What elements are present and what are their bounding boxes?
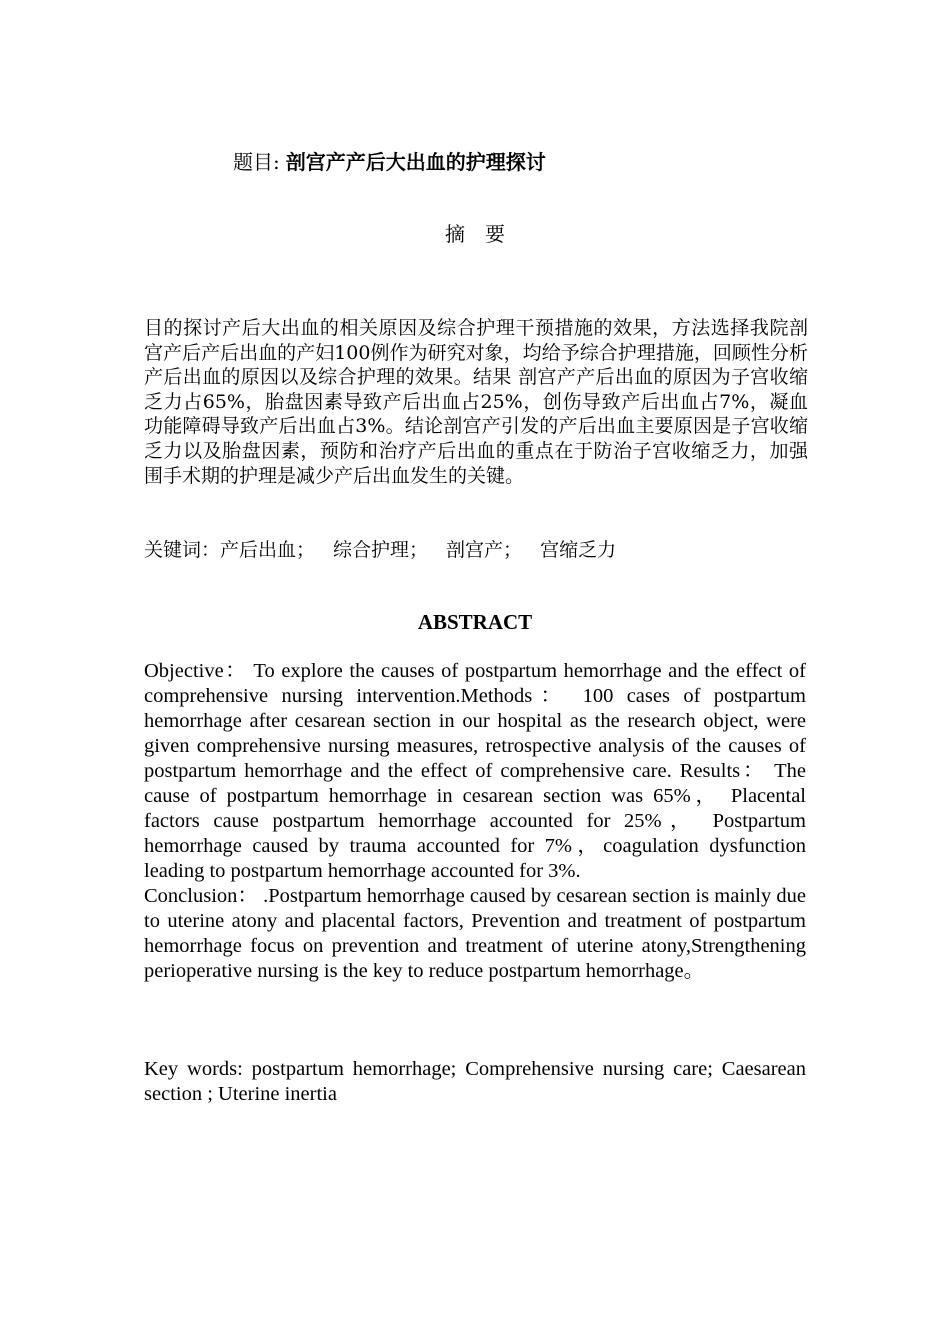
title-label: 题目: [233,150,280,174]
english-abstract-paragraph-conclusion: Conclusion： .Postpartum hemorrhage caused by cesarean section is mainly due to uterine atony and placental factors, Prevention and treatment of postpartum hemorrhage focus on prevention and treatment of uterine atony,Strengthening perioperative nursing is the key to reduce postpartum hemorrhage。 [144,885,806,982]
chinese-abstract-heading: 摘要 [445,222,525,246]
chinese-keyword: 产后出血； [220,539,316,561]
chinese-abstract-body: 目的探讨产后大出血的相关原因及综合护理干预措施的效果，方法选择我院剖宫产后产后出血的产妇100例作为研究对象，均给予综合护理措施，回顾性分析产后出血的原因以及综合护理的效果。结果 剖宫产产后出血的原因为子宫收缩乏力占65%，胎盘因素导致产后出血占25%，创伤导致产后出血占7%，凝血功能障碍导致产后出血占3%。结论剖宫产引发的产后出血主要原因是子宫收缩乏力以及胎盘因素，预防和治疗产后出血的重点在于防治子宫收缩乏力，加强围手术期的护理是减少产后出血发生的关键。 [144,317,808,487]
title-text: 剖宫产产后大出血的护理探讨 [285,150,546,174]
english-abstract-body [144,659,806,984]
english-abstract-heading: ABSTRACT [417,610,533,634]
chinese-keywords-label: 关键词： [144,539,221,561]
english-keywords: Key words: postpartum hemorrhage; Comprehensive nursing care; Caesarean section ; Uterine inertia [144,1058,806,1105]
chinese-keyword: 剖宫产； [446,539,523,561]
paper-title [233,148,546,176]
chinese-keywords [144,537,808,563]
chinese-keyword: 综合护理； [333,539,429,561]
english-abstract-paragraph-results: Objective： To explore the causes of postpartum hemorrhage and the effect of comprehensive nursing intervention.Methods： 100 cases of postpartum hemorrhage after cesarean section in our hospital as the research object, were given comprehensive nursing measures, retrospective analysis of the causes of postpartum hemorrhage and the effect of comprehensive care. Results： The cause of postpartum hemorrhage in cesarean section was 65%， Placental factors cause postpartum hemorrhage accounted for 25%， Postpartum hemorrhage caused by trauma accounted for 7%，coagulation dysfunction leading to postpartum hemorrhage accounted for 3%. [144,660,806,882]
chinese-keyword: 宫缩乏力 [540,539,617,561]
